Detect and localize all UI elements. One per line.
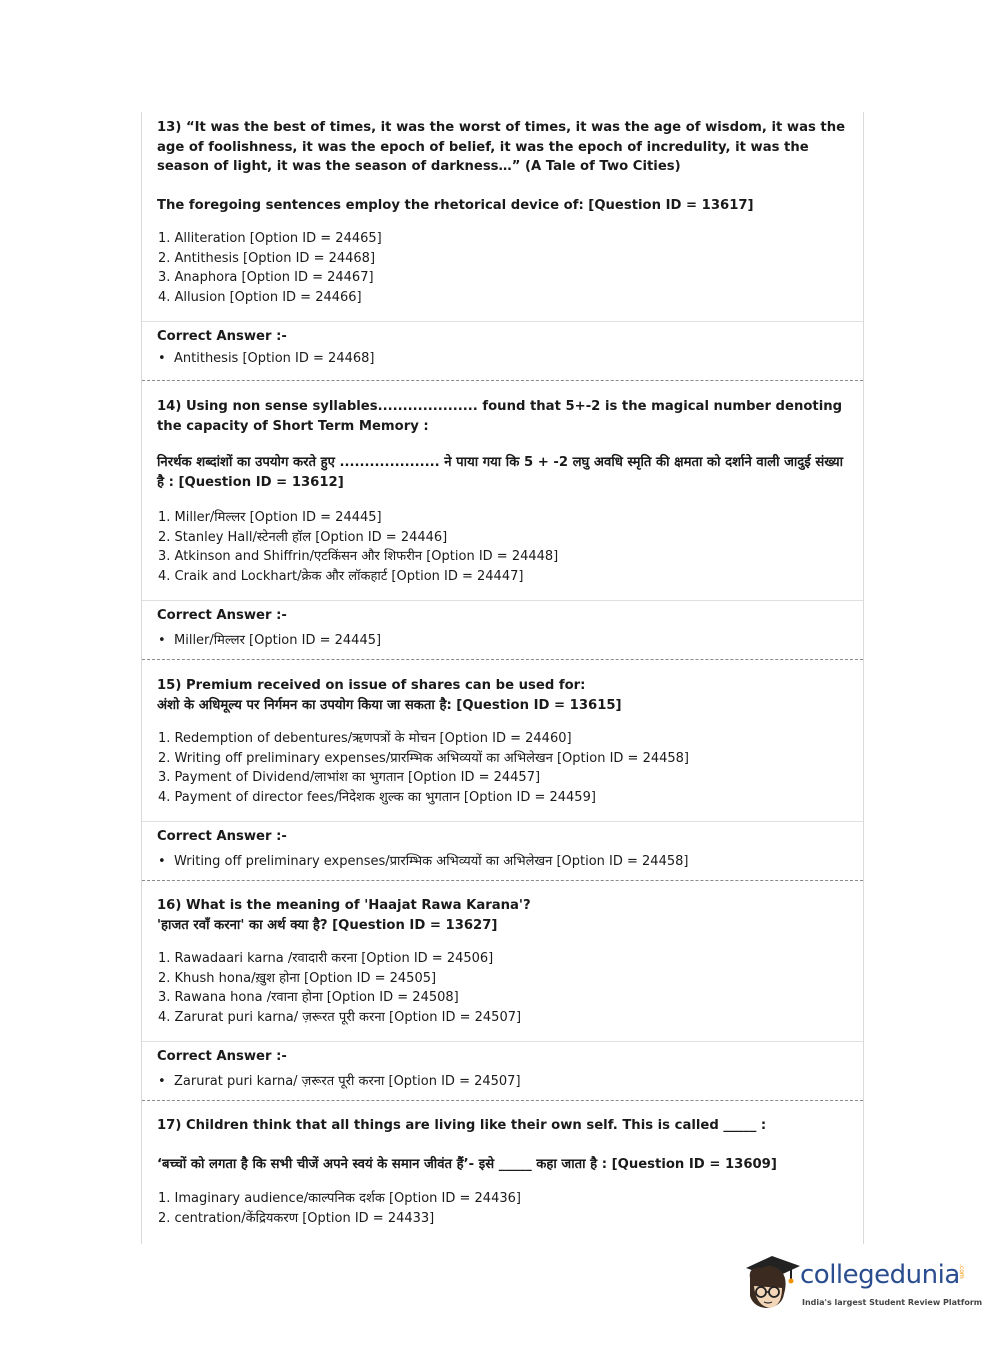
question-15-options: [158, 729, 689, 807]
divider: [142, 600, 863, 601]
divider: [142, 321, 863, 322]
question-17-options: [158, 1189, 521, 1228]
divider: [142, 821, 863, 822]
correct-answer-label: Correct Answer :-: [157, 1049, 287, 1064]
question-14-text: 14) Using non sense syllables.................... found that 5+-2 is the magical number denoting the capacity of Short Term Memory :: [157, 399, 843, 434]
option: 4. Craik and Lockhart/क्रेक और लॉकहार्ट [Option ID = 24447]: [158, 568, 524, 584]
correct-answer-label: Correct Answer :-: [157, 329, 287, 344]
option: 1. Redemption of debentures/ऋणपत्रों के मोचन [Option ID = 24460]: [158, 731, 572, 746]
collegedunia-logo: [742, 1250, 983, 1320]
option: 2. Stanley Hall/स्टेनली हॉल [Option ID = 24446]: [158, 529, 448, 545]
question-13-options: [158, 229, 382, 307]
question-16-text: 16) What is the meaning of 'Haajat Rawa Karana'?: [157, 898, 531, 913]
correct-answer-label: Correct Answer :-: [157, 608, 287, 623]
logo-tagline: India's largest Student Review Platform: [802, 1298, 983, 1307]
question-13-prompt: The foregoing sentences employ the rhetorical device of: [Question ID = 13617]: [157, 198, 754, 213]
question-14-options: [158, 508, 558, 586]
option: 3. Payment of Dividend/लाभांश का भुगतान [Option ID = 24457]: [158, 770, 541, 786]
correct-answer: • Writing off preliminary expenses/प्रारम्भिक अभिव्ययों का अभिलेखन [Option ID = 24458]: [158, 854, 689, 869]
option: 4. Payment of director fees/निदेशक शुल्क का भुगतान [Option ID = 24459]: [158, 789, 596, 805]
question-separator: [142, 380, 863, 381]
option: 2. Khush hona/ख़ुश होना [Option ID = 24505]: [158, 970, 437, 986]
question-separator: [142, 659, 863, 660]
option: 3. Rawana hona /रवाना होना [Option ID = 24508]: [158, 990, 459, 1006]
question-17-text: 17) Children think that all things are living like their own self. This is called _____ :: [157, 1118, 767, 1133]
question-16-text-hindi: 'हाजत रवाँ करना' का अर्थ क्या है? [Question ID = 13627]: [157, 918, 498, 933]
question-13-text: 13) “It was the best of times, it was the worst of times, it was the age of wisdom, it was the age of foolishness, it was the epoch of belief, it was the epoch of incredulity, it was the season of light, it was the season of darkness…” (A Tale of Two Cities): [157, 120, 846, 175]
option: 3. Anaphora [Option ID = 24467]: [158, 270, 374, 286]
question-separator: [142, 880, 863, 881]
correct-answer: • Zarurat puri karna/ ज़रूरत पूरी करना [Option ID = 24507]: [158, 1074, 521, 1089]
option: 3. Atkinson and Shiffrin/एटकिंसन और शिफरीन [Option ID = 24448]: [158, 549, 559, 565]
option: 2. Antithesis [Option ID = 24468]: [158, 250, 376, 266]
logo-wordmark: collegedunia: [800, 1260, 960, 1290]
option: 2. Writing off preliminary expenses/प्रारम्भिक अभिव्ययों का अभिलेखन [Option ID = 24458]: [158, 750, 689, 766]
mascot-icon: [742, 1250, 802, 1316]
question-17-text-hindi: ‘बच्चों को लगता है कि सभी चीजें अपने स्वयं के समान जीवंत हैं’- इसे _____ कहा जाता है : [Question ID = 13609]: [157, 1157, 777, 1172]
correct-answer: • Antithesis [Option ID = 24468]: [158, 351, 375, 366]
correct-answer: • Miller/मिल्लर [Option ID = 24445]: [158, 633, 382, 648]
question-paper: [141, 112, 864, 1244]
question-16-options: [158, 949, 521, 1027]
option: 1. Alliteration [Option ID = 24465]: [158, 231, 382, 246]
option: 2. centration/केंद्रियकरण [Option ID = 24433]: [158, 1210, 435, 1226]
divider: [142, 1041, 863, 1042]
correct-answer-label: Correct Answer :-: [157, 829, 287, 844]
logo-suffix: .com: [958, 1264, 965, 1279]
question-15-text-hindi: अंशो के अधिमूल्य पर निर्गमन का उपयोग किया जा सकता है: [Question ID = 13615]: [157, 698, 622, 713]
question-15-text: 15) Premium received on issue of shares can be used for:: [157, 678, 586, 693]
question-separator: [142, 1100, 863, 1101]
option: 1. Miller/मिल्लर [Option ID = 24445]: [158, 510, 382, 525]
option: 1. Rawadaari karna /रवादारी करना [Option ID = 24506]: [158, 951, 494, 966]
question-14-text-hindi: निरर्थक शब्दांशों का उपयोग करते हुए .................... ने पाया गया कि 5 + -2 लघु अवधि स्मृति की क्षमता को दर्शाने वाली जादुई संख्या है : [Question ID = 13612]: [157, 455, 844, 490]
option: 4. Allusion [Option ID = 24466]: [158, 289, 362, 305]
option: 1. Imaginary audience/काल्पनिक दर्शक [Option ID = 24436]: [158, 1191, 521, 1206]
option: 4. Zarurat puri karna/ ज़रूरत पूरी करना [Option ID = 24507]: [158, 1009, 522, 1025]
